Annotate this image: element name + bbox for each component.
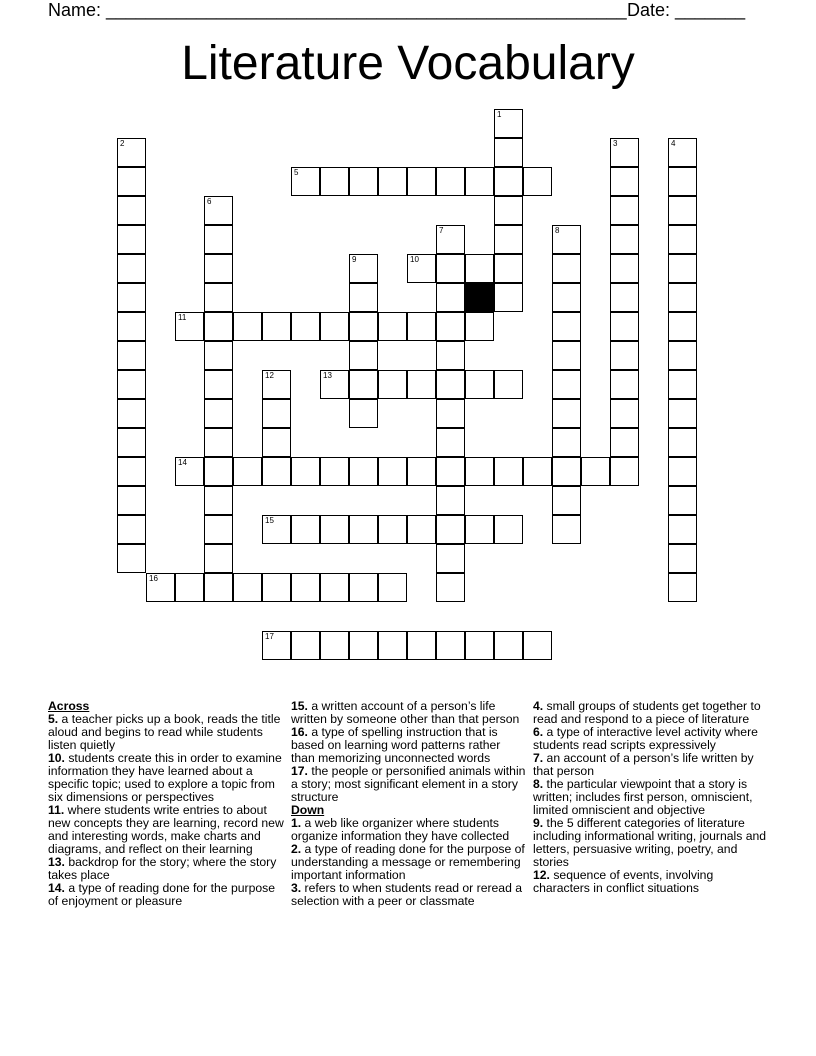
crossword-cell[interactable] (436, 457, 465, 486)
crossword-cell[interactable] (552, 283, 581, 312)
clue-number: 8 (555, 226, 560, 235)
crossword-cell[interactable] (204, 515, 233, 544)
crossword-cell[interactable] (378, 515, 407, 544)
crossword-cell[interactable] (204, 457, 233, 486)
clue-number: 5. (48, 712, 59, 726)
crossword-cell[interactable] (349, 631, 378, 660)
crossword-cell[interactable] (668, 544, 697, 573)
clue-number: 1. (291, 816, 302, 830)
clue-item (291, 726, 527, 765)
crossword-cell[interactable] (610, 399, 639, 428)
clue-item (48, 856, 284, 882)
clue-number: 10. (48, 751, 65, 765)
crossword-cell[interactable] (552, 515, 581, 544)
clue-number: 8. (533, 777, 544, 791)
crossword-cell[interactable] (117, 428, 146, 457)
crossword-cell[interactable] (552, 341, 581, 370)
crossword-cell[interactable] (204, 428, 233, 457)
crossword-cell[interactable] (262, 399, 291, 428)
crossword-cell[interactable] (436, 515, 465, 544)
crossword-cell[interactable] (262, 312, 291, 341)
clue-number: 14 (178, 458, 187, 467)
crossword-cell[interactable] (233, 573, 262, 602)
crossword-cell[interactable] (523, 167, 552, 196)
clue-number: 10 (410, 255, 419, 264)
crossword-cell[interactable] (349, 399, 378, 428)
crossword-cell[interactable] (262, 515, 291, 544)
clue-number: 14. (48, 881, 65, 895)
clue-number: 9. (533, 816, 544, 830)
crossword-cell[interactable] (436, 399, 465, 428)
crossword-cell[interactable] (494, 457, 523, 486)
crossword-cell[interactable] (320, 312, 349, 341)
crossword-cell[interactable] (204, 399, 233, 428)
crossword-cell[interactable] (494, 109, 523, 138)
crossword-cell[interactable] (552, 370, 581, 399)
clue-number: 4 (671, 139, 676, 148)
crossword-cell[interactable] (668, 225, 697, 254)
crossword-cell[interactable] (494, 515, 523, 544)
crossword-cell[interactable] (349, 341, 378, 370)
clue-number: 16. (291, 725, 308, 739)
clue-item (533, 726, 769, 752)
crossword-cell[interactable] (610, 283, 639, 312)
crossword-cell[interactable] (436, 428, 465, 457)
crossword-cell[interactable] (117, 196, 146, 225)
clue-number: 6. (533, 725, 544, 739)
clues-column-2 (291, 700, 527, 908)
crossword-cell[interactable] (465, 631, 494, 660)
crossword-cell[interactable] (204, 225, 233, 254)
crossword-cell[interactable] (552, 254, 581, 283)
crossword-cell[interactable] (610, 312, 639, 341)
clue-item (291, 843, 527, 882)
crossword-cell[interactable] (117, 312, 146, 341)
across-heading: Across (48, 699, 90, 713)
crossword-cell[interactable] (407, 457, 436, 486)
crossword-cell[interactable] (668, 486, 697, 515)
clue-text: where students write entries to about new concepts they are learning, record new and interesting words, make charts and diagrams, and reflect on their learning (48, 803, 284, 856)
crossword-cell[interactable] (552, 312, 581, 341)
crossword-cell[interactable] (668, 399, 697, 428)
crossword-cell[interactable] (465, 312, 494, 341)
crossword-cell[interactable] (465, 457, 494, 486)
crossword-cell[interactable] (436, 573, 465, 602)
clue-text: a teacher picks up a book, reads the title aloud and begins to read while students listen quietly (48, 712, 281, 752)
crossword-cell[interactable] (668, 138, 697, 167)
clue-text: the particular viewpoint that a story is written; includes first person, omniscient, limited omniscient and objective (533, 777, 753, 817)
crossword-cell[interactable] (668, 254, 697, 283)
clue-number: 3 (613, 139, 618, 148)
crossword-cell[interactable] (668, 167, 697, 196)
crossword-cell[interactable] (320, 631, 349, 660)
crossword-cell[interactable] (262, 370, 291, 399)
crossword-cell[interactable] (291, 167, 320, 196)
crossword-cell[interactable] (204, 544, 233, 573)
crossword-cell[interactable] (668, 370, 697, 399)
crossword-cell[interactable] (378, 167, 407, 196)
crossword-cell[interactable] (494, 225, 523, 254)
crossword-cell[interactable] (320, 370, 349, 399)
crossword-cell[interactable] (117, 544, 146, 573)
clue-item (291, 817, 527, 843)
clue-text: a type of reading done for the purpose of enjoyment or pleasure (48, 881, 275, 908)
crossword-cell[interactable] (465, 167, 494, 196)
crossword-cell[interactable] (610, 428, 639, 457)
crossword-cell[interactable] (117, 515, 146, 544)
clue-text: a type of reading done for the purpose of understanding a message or remembering important information (291, 842, 525, 882)
crossword-cell[interactable] (407, 631, 436, 660)
crossword-cell[interactable] (117, 457, 146, 486)
crossword-cell[interactable] (552, 399, 581, 428)
clue-number: 9 (352, 255, 357, 264)
clue-number: 7. (533, 751, 544, 765)
crossword-cell[interactable] (349, 283, 378, 312)
crossword-cell[interactable] (436, 225, 465, 254)
crossword-cell[interactable] (610, 167, 639, 196)
crossword-cell[interactable] (291, 312, 320, 341)
clue-item (291, 700, 527, 726)
crossword-cell[interactable] (378, 457, 407, 486)
crossword-cell[interactable] (117, 167, 146, 196)
crossword-cell[interactable] (117, 399, 146, 428)
crossword-cell[interactable] (320, 167, 349, 196)
clue-text: refers to when students read or reread a selection with a peer or classmate (291, 881, 523, 908)
clue-text: a type of interactive level activity where students read scripts expressively (533, 725, 758, 752)
crossword-cell[interactable] (436, 544, 465, 573)
crossword-cell[interactable] (262, 631, 291, 660)
crossword-cell[interactable] (378, 631, 407, 660)
crossword-cell[interactable] (349, 457, 378, 486)
clue-text: students create this in order to examine information they have learned about a specific topic; used to explore a topic from six dimensions or perspectives (48, 751, 282, 804)
crossword-cell[interactable] (204, 283, 233, 312)
clue-number: 2. (291, 842, 302, 856)
clue-number: 13. (48, 855, 65, 869)
crossword-cell[interactable] (494, 196, 523, 225)
clue-item (291, 765, 527, 804)
crossword-cell[interactable] (233, 312, 262, 341)
crossword-cell[interactable] (494, 167, 523, 196)
clue-number: 12. (533, 868, 550, 882)
crossword-cell[interactable] (204, 573, 233, 602)
crossword-cell[interactable] (204, 370, 233, 399)
crossword-cell[interactable] (117, 370, 146, 399)
crossword-cell[interactable] (668, 515, 697, 544)
crossword-cell[interactable] (523, 631, 552, 660)
clue-number: 17. (291, 764, 308, 778)
clue-number: 11 (178, 313, 187, 322)
crossword-cell[interactable] (175, 312, 204, 341)
crossword-cell[interactable] (349, 167, 378, 196)
clue-number: 12 (265, 371, 274, 380)
crossword-cell[interactable] (233, 457, 262, 486)
crossword-cell[interactable] (465, 370, 494, 399)
clue-item (48, 752, 284, 804)
crossword-cell[interactable] (494, 631, 523, 660)
clue-text: small groups of students get together to read and respond to a piece of literature (533, 699, 761, 726)
clue-number: 1 (497, 110, 502, 119)
crossword-cell[interactable] (494, 283, 523, 312)
crossword-cell[interactable] (552, 225, 581, 254)
clue-number: 5 (294, 168, 299, 177)
crossword-cell[interactable] (146, 573, 175, 602)
crossword-cell[interactable] (610, 225, 639, 254)
crossword-cell[interactable] (117, 254, 146, 283)
clue-item (48, 804, 284, 856)
crossword-cell[interactable] (204, 196, 233, 225)
crossword-cell[interactable] (117, 283, 146, 312)
clue-item (291, 882, 527, 908)
crossword-cell[interactable] (117, 138, 146, 167)
crossword-cell[interactable] (320, 515, 349, 544)
crossword-cell[interactable] (407, 370, 436, 399)
crossword-cell[interactable] (668, 428, 697, 457)
clue-text: the people or personified animals within a story; most significant element in a story structure (291, 764, 526, 804)
crossword-cell[interactable] (378, 370, 407, 399)
crossword-cell[interactable] (436, 167, 465, 196)
down-heading: Down (291, 803, 325, 817)
clue-item (48, 882, 284, 908)
crossword-cell[interactable] (349, 312, 378, 341)
crossword-cell[interactable] (407, 254, 436, 283)
clue-item (533, 778, 769, 817)
crossword-cell[interactable] (175, 573, 204, 602)
crossword-cell[interactable] (610, 254, 639, 283)
crossword-cell[interactable] (610, 341, 639, 370)
crossword-cell[interactable] (291, 515, 320, 544)
clue-item (533, 869, 769, 895)
crossword-cell[interactable] (668, 573, 697, 602)
crossword-cell[interactable] (552, 457, 581, 486)
crossword-cell[interactable] (407, 167, 436, 196)
crossword-cell[interactable] (378, 573, 407, 602)
crossword-cell[interactable] (581, 457, 610, 486)
clue-number: 4. (533, 699, 544, 713)
clue-item (48, 713, 284, 752)
name-field-label: Name: ____________________________________________________ (48, 0, 627, 20)
crossword-cell[interactable] (610, 196, 639, 225)
crossword-cell[interactable] (668, 283, 697, 312)
crossword-cell[interactable] (378, 312, 407, 341)
crossword-cell[interactable] (436, 283, 465, 312)
clue-item (533, 817, 769, 869)
clue-number: 16 (149, 574, 158, 583)
crossword-cell[interactable] (552, 428, 581, 457)
clue-text: an account of a person’s life written by that person (533, 751, 754, 778)
crossword-cell[interactable] (175, 457, 204, 486)
crossword-cell[interactable] (668, 312, 697, 341)
crossword-cell[interactable] (494, 370, 523, 399)
page-title: Literature Vocabulary (181, 37, 635, 90)
clue-number: 13 (323, 371, 332, 380)
clue-number: 6 (207, 197, 212, 206)
clue-item (533, 700, 769, 726)
crossword-cell[interactable] (204, 312, 233, 341)
crossword-cell[interactable] (552, 486, 581, 515)
crossword-cell[interactable] (668, 341, 697, 370)
crossword-cell[interactable] (610, 370, 639, 399)
clue-text: sequence of events, involving characters in conflict situations (533, 868, 714, 895)
crossword-cell[interactable] (204, 254, 233, 283)
crossword-cell[interactable] (262, 428, 291, 457)
crossword-cell[interactable] (349, 254, 378, 283)
clue-text: the 5 different categories of literature including informational writing, journals and letters, persuasive writing, poetry, and stories (533, 816, 767, 869)
crossword-cell[interactable] (668, 457, 697, 486)
crossword-cell[interactable] (291, 631, 320, 660)
crossword-cell[interactable] (436, 486, 465, 515)
clue-number: 3. (291, 881, 302, 895)
crossword-cell[interactable] (465, 254, 494, 283)
crossword-cell[interactable] (610, 138, 639, 167)
crossword-cell[interactable] (320, 573, 349, 602)
clue-text: a type of spelling instruction that is based on learning word patterns rather than memorizing unconnected words (291, 725, 501, 765)
crossword-cell[interactable] (436, 341, 465, 370)
crossword-cell[interactable] (494, 254, 523, 283)
crossword-cell[interactable] (349, 573, 378, 602)
crossword-cell[interactable] (204, 341, 233, 370)
clue-number: 17 (265, 632, 274, 641)
clue-number: 7 (439, 226, 444, 235)
crossword-cell[interactable] (436, 312, 465, 341)
clues-column-3 (533, 700, 769, 895)
crossword-cell[interactable] (117, 225, 146, 254)
date-field-label: Date: _______ (627, 0, 746, 20)
crossword-cell[interactable] (407, 312, 436, 341)
crossword-cell[interactable] (436, 254, 465, 283)
clue-number: 2 (120, 139, 125, 148)
crossword-cell[interactable] (523, 457, 552, 486)
clue-number: 11. (48, 803, 65, 817)
crossword-cell[interactable] (465, 515, 494, 544)
clue-item (533, 752, 769, 778)
crossword-cell[interactable] (320, 457, 349, 486)
crossword-cell[interactable] (436, 631, 465, 660)
crossword-cell[interactable] (262, 457, 291, 486)
crossword-cell[interactable] (291, 573, 320, 602)
crossword-cell[interactable] (349, 370, 378, 399)
crossword-cell[interactable] (610, 457, 639, 486)
crossword-cell[interactable] (494, 138, 523, 167)
clue-text: a web like organizer where students organize information they have collected (291, 816, 510, 843)
crossword-cell[interactable] (204, 486, 233, 515)
clues-column-1 (48, 700, 284, 908)
crossword-cell[interactable] (668, 196, 697, 225)
clue-number: 15. (291, 699, 308, 713)
crossword-cell[interactable] (117, 486, 146, 515)
crossword-cell[interactable] (117, 341, 146, 370)
crossword-cell[interactable] (262, 573, 291, 602)
clue-text: backdrop for the story; where the story takes place (48, 855, 277, 882)
clue-number: 15 (265, 516, 274, 525)
crossword-cell[interactable] (291, 457, 320, 486)
black-cell (465, 283, 494, 312)
clue-text: a written account of a person’s life written by someone other than that person (291, 699, 520, 726)
crossword-cell[interactable] (407, 515, 436, 544)
crossword-cell[interactable] (436, 370, 465, 399)
crossword-cell[interactable] (349, 515, 378, 544)
